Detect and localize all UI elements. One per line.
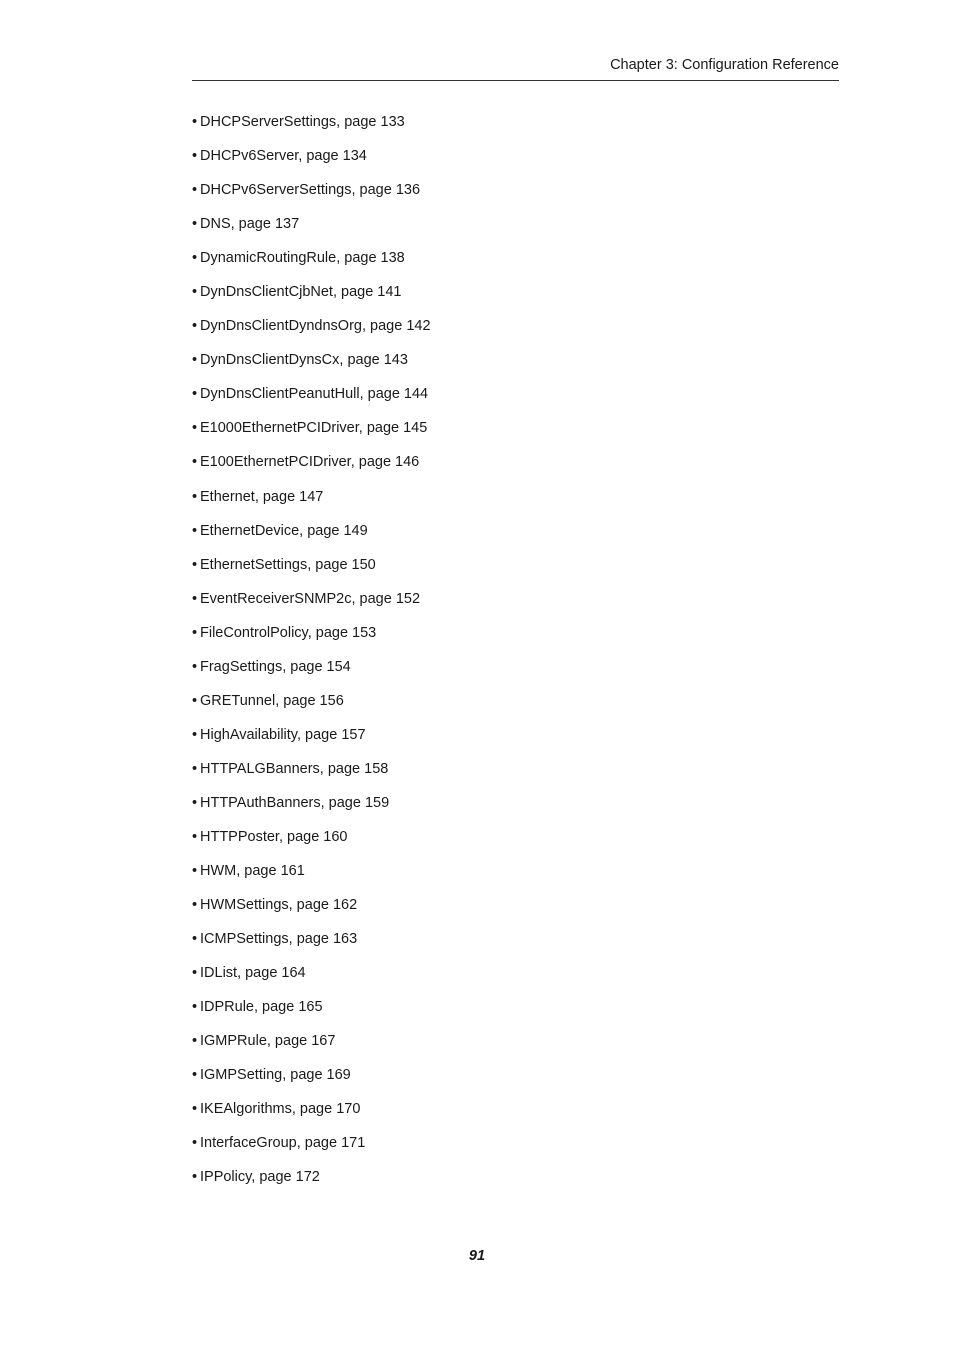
list-item-text: IDPRule, page 165 — [200, 999, 323, 1016]
list-item-text: HTTPAuthBanners, page 159 — [200, 794, 390, 811]
list-item-text: IGMPSetting, page 169 — [200, 1067, 351, 1084]
list-item-text: EthernetDevice, page 149 — [200, 522, 368, 539]
list-item — [192, 282, 431, 316]
list-item-text: DHCPv6ServerSettings, page 136 — [200, 182, 421, 199]
list-item — [192, 248, 431, 282]
list-item — [192, 1133, 431, 1167]
list-item — [192, 555, 431, 589]
page-number: 91 — [468, 1248, 486, 1264]
list-item — [192, 418, 431, 452]
bullet-marker: • — [192, 250, 198, 267]
list-item — [192, 657, 431, 691]
list-item — [192, 623, 431, 657]
list-item — [192, 997, 431, 1031]
list-item-text: HWM, page 161 — [200, 863, 305, 880]
list-item-text: Ethernet, page 147 — [200, 488, 324, 505]
list-item-text: E100EthernetPCIDriver, page 146 — [200, 454, 420, 471]
list-item-text: DHCPv6Server, page 134 — [200, 148, 367, 165]
list-item — [192, 1031, 431, 1065]
list-item-text: DNS, page 137 — [200, 216, 300, 233]
bullet-marker: • — [192, 488, 198, 505]
bullet-marker: • — [192, 794, 198, 811]
bullet-marker: • — [192, 1169, 198, 1186]
bullet-marker: • — [192, 352, 198, 369]
list-item — [192, 827, 431, 861]
list-item-text: HWMSettings, page 162 — [200, 897, 358, 914]
bullet-marker: • — [192, 420, 198, 437]
list-item-text: DynDnsClientDynsCx, page 143 — [200, 352, 408, 369]
bullet-marker: • — [192, 1067, 198, 1084]
bullet-marker: • — [192, 658, 198, 675]
bullet-marker: • — [192, 556, 198, 573]
bullet-marker: • — [192, 148, 198, 165]
list-item — [192, 316, 431, 350]
bullet-marker: • — [192, 590, 198, 607]
bullet-marker: • — [192, 284, 198, 301]
list-item-text: HighAvailability, page 157 — [200, 726, 366, 743]
list-item-text: IGMPRule, page 167 — [200, 1033, 336, 1050]
list-item-text: HTTPALGBanners, page 158 — [200, 760, 389, 777]
list-item — [192, 759, 431, 793]
list-item — [192, 589, 431, 623]
bullet-marker: • — [192, 182, 198, 199]
list-item — [192, 487, 431, 521]
list-item — [192, 793, 431, 827]
list-item — [192, 1065, 431, 1099]
list-item — [192, 861, 431, 895]
list-item — [192, 1167, 431, 1201]
bullet-marker: • — [192, 386, 198, 403]
list-item-text: IDList, page 164 — [200, 965, 306, 982]
list-item — [192, 929, 431, 963]
list-item — [192, 384, 431, 418]
list-item-text: DynDnsClientDyndnsOrg, page 142 — [200, 318, 431, 335]
list-item-text: DynDnsClientCjbNet, page 141 — [200, 284, 402, 301]
list-item-text: FragSettings, page 154 — [200, 658, 351, 675]
list-item-text: FileControlPolicy, page 153 — [200, 624, 377, 641]
list-item — [192, 350, 431, 384]
bullet-marker: • — [192, 931, 198, 948]
list-item-text: GRETunnel, page 156 — [200, 692, 344, 709]
list-item — [192, 112, 431, 146]
bullet-marker: • — [192, 999, 198, 1016]
list-item — [192, 1099, 431, 1133]
bullet-marker: • — [192, 454, 198, 471]
list-item — [192, 146, 431, 180]
bullet-marker: • — [192, 522, 198, 539]
bullet-marker: • — [192, 1101, 198, 1118]
list-item-text: DHCPServerSettings, page 133 — [200, 114, 405, 130]
bullet-marker: • — [192, 863, 198, 880]
list-item — [192, 895, 431, 929]
chapter-title: Chapter 3: Configuration Reference — [610, 57, 839, 73]
bullet-marker: • — [192, 1033, 198, 1050]
bullet-marker: • — [192, 216, 198, 233]
list-item-text: DynamicRoutingRule, page 138 — [200, 250, 405, 267]
bullet-marker: • — [192, 692, 198, 709]
list-item-text: EthernetSettings, page 150 — [200, 556, 376, 573]
reference-list — [192, 112, 431, 1202]
list-item — [192, 214, 431, 248]
list-item-text: InterfaceGroup, page 171 — [200, 1135, 366, 1152]
bullet-marker: • — [192, 897, 198, 914]
list-item — [192, 963, 431, 997]
list-item-text: IPPolicy, page 172 — [200, 1169, 320, 1186]
list-item — [192, 180, 431, 214]
list-item-text: E1000EthernetPCIDriver, page 145 — [200, 420, 428, 437]
list-item-text: ICMPSettings, page 163 — [200, 931, 358, 948]
bullet-marker: • — [192, 114, 198, 130]
list-item — [192, 452, 431, 486]
bullet-marker: • — [192, 828, 198, 845]
bullet-marker: • — [192, 1135, 198, 1152]
bullet-marker: • — [192, 760, 198, 777]
list-item-text: HTTPPoster, page 160 — [200, 828, 348, 845]
bullet-marker: • — [192, 965, 198, 982]
bullet-marker: • — [192, 318, 198, 335]
bullet-marker: • — [192, 624, 198, 641]
bullet-marker: • — [192, 726, 198, 743]
list-item-text: EventReceiverSNMP2c, page 152 — [200, 590, 421, 607]
list-item — [192, 691, 431, 725]
list-item — [192, 521, 431, 555]
list-item-text: DynDnsClientPeanutHull, page 144 — [200, 386, 429, 403]
list-item-text: IKEAlgorithms, page 170 — [200, 1101, 361, 1118]
list-item — [192, 725, 431, 759]
running-header — [192, 54, 839, 81]
